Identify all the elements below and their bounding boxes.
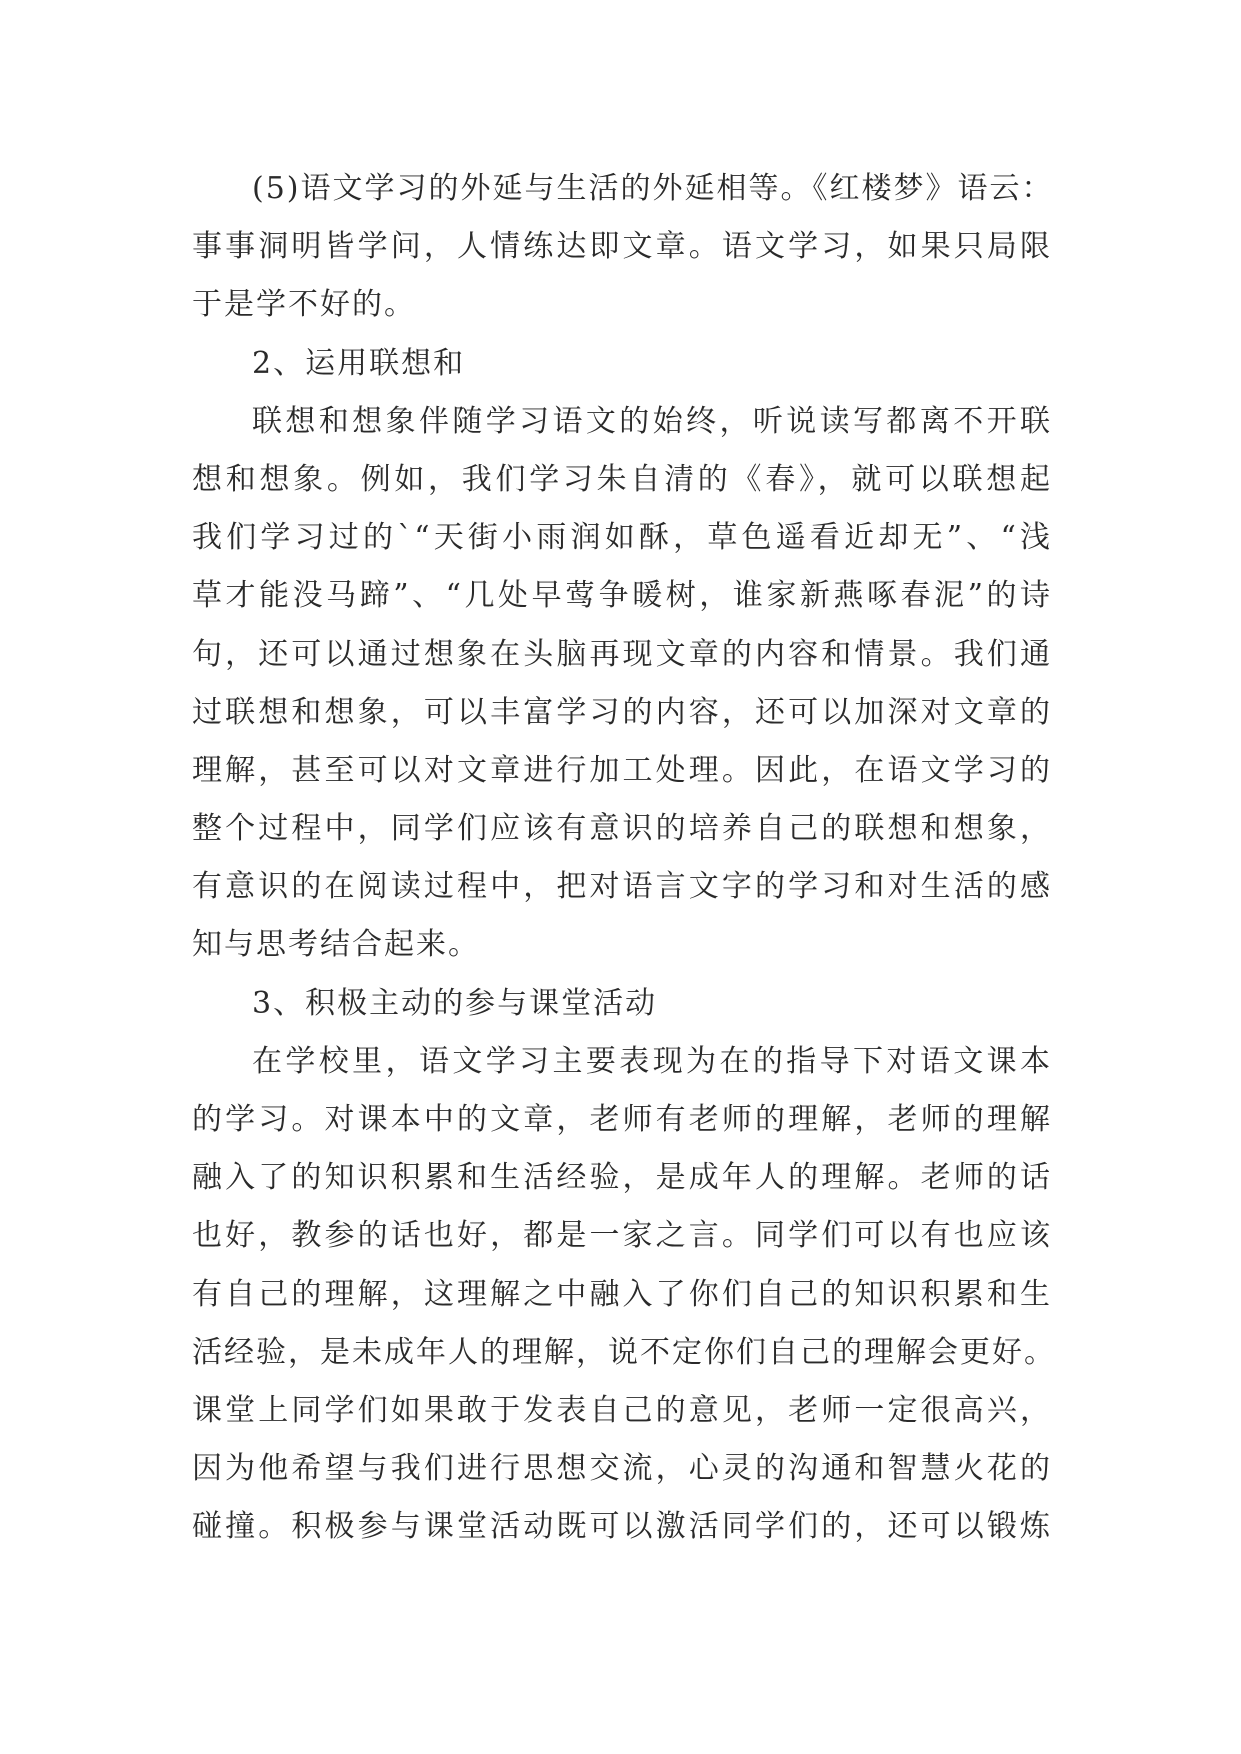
text-line: 草才能没马蹄”、“几处早莺争暖树，谁家新燕啄春泥”的诗: [192, 578, 1052, 614]
text-line: 句，还可以通过想象在头脑再现文章的内容和情景。我们通: [192, 636, 1052, 672]
text-line: 想和想象。例如，我们学习朱自清的《春》，就可以联想起: [192, 461, 1052, 497]
text-line: 因为他希望与我们进行思想交流，心灵的沟通和智慧火花的: [192, 1451, 1052, 1487]
text-line: 过联想和想象，可以丰富学习的内容，还可以加深对文章的: [192, 694, 1052, 730]
text-line: 2、运用联想和: [252, 345, 466, 381]
text-line: 也好，教参的话也好，都是一家之言。同学们可以有也应该: [192, 1218, 1052, 1254]
text-line: 我们学习过的`“天街小雨润如酥，草色遥看近却无”、“浅: [192, 520, 1052, 556]
text-line: 有自己的理解，这理解之中融入了你们自己的知识积累和生: [192, 1276, 1052, 1312]
text-line: 知与思考结合起来。: [192, 927, 480, 963]
text-line: 联想和想象伴随学习语文的始终，听说读写都离不开联: [252, 403, 1052, 439]
text-line: 的学习。对课本中的文章，老师有老师的理解，老师的理解: [192, 1102, 1052, 1137]
text-line: 在学校里，语文学习主要表现为在的指导下对语文课本: [252, 1043, 1052, 1079]
text-line: 有意识的在阅读过程中，把对语言文字的学习和对生活的感: [192, 869, 1052, 905]
text-line: 碰撞。积极参与课堂活动既可以激活同学们的，还可以锻炼: [192, 1509, 1052, 1545]
text-line: 3、积极主动的参与课堂活动: [252, 985, 658, 1021]
text-line: 理解，甚至可以对文章进行加工处理。因此，在语文学习的: [192, 752, 1052, 788]
text-line: 于是学不好的。: [192, 287, 416, 323]
text-line: 活经验，是未成年人的理解，说不定你们自己的理解会更好。: [192, 1334, 1056, 1370]
text-line: 事事洞明皆学问，人情练达即文章。语文学习，如果只局限: [192, 229, 1052, 265]
text-line: 融入了的知识积累和生活经验，是成年人的理解。老师的话: [192, 1160, 1052, 1196]
text-line: (5)语文学习的外延与生活的外延相等。《红楼梦》语云：: [252, 171, 1054, 206]
text-line: 课堂上同学们如果敢于发表自己的意见，老师一定很高兴，: [192, 1392, 1052, 1428]
document-body: [192, 160, 1056, 1557]
text-line: 整个过程中，同学们应该有意识的培养自己的联想和想象，: [192, 811, 1052, 847]
